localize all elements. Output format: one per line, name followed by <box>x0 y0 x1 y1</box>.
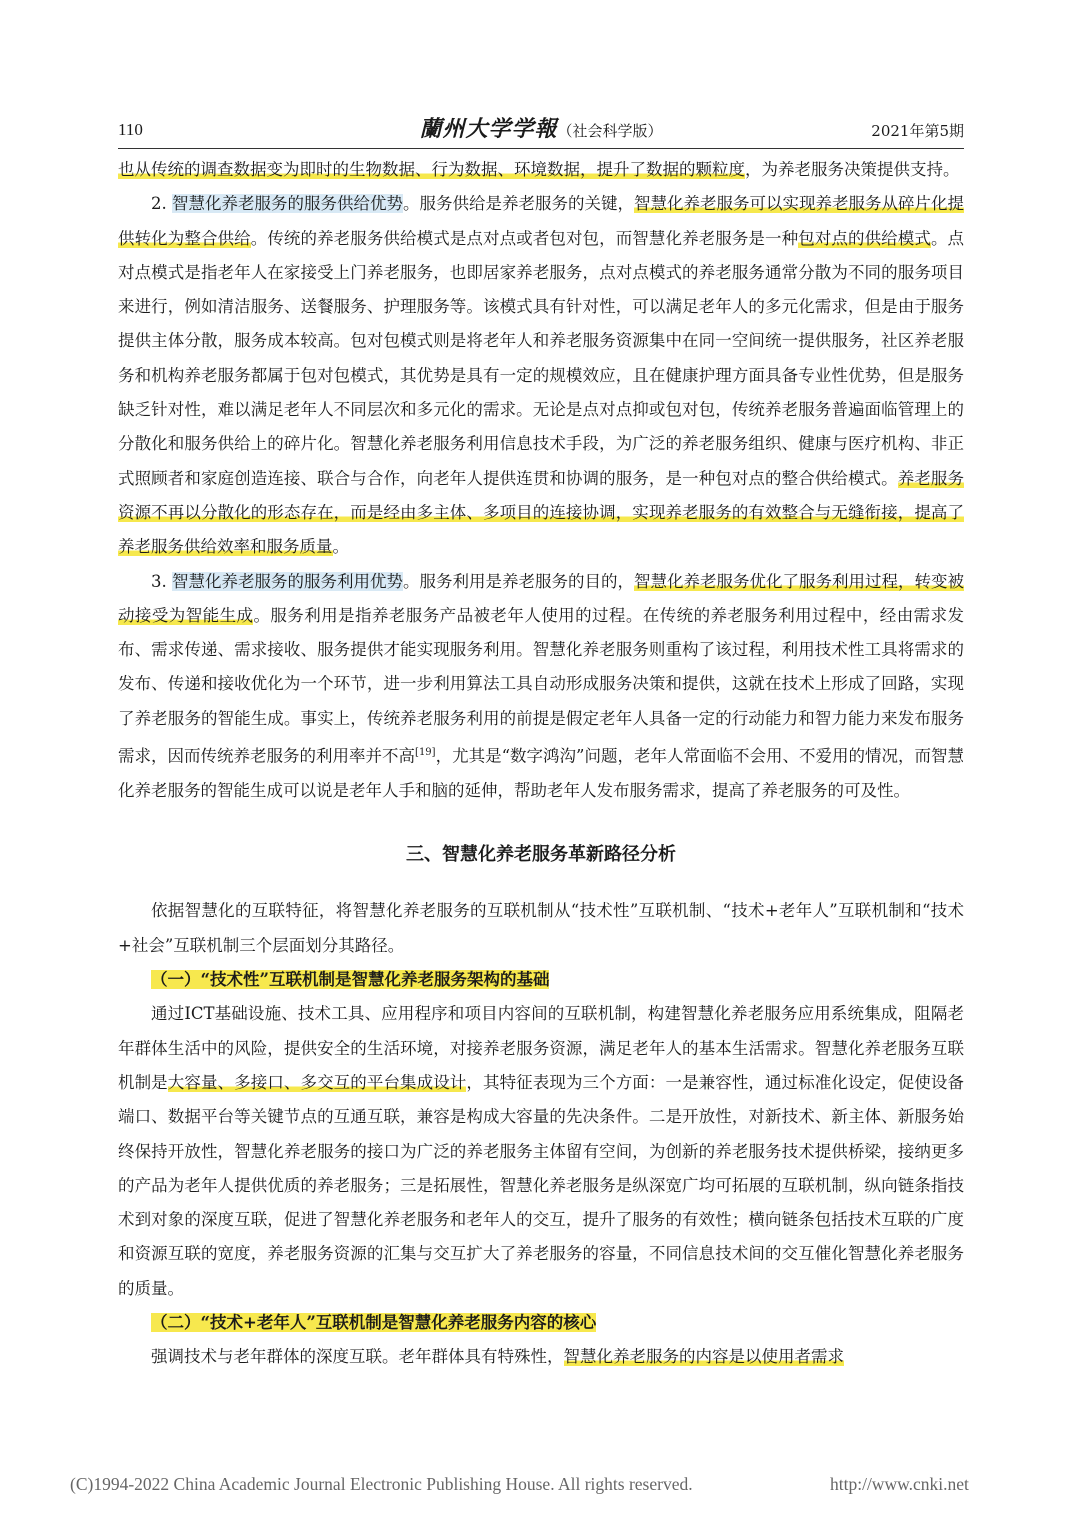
paragraph-2 <box>118 187 964 564</box>
citation-ref: [19] <box>415 747 436 759</box>
issue-label: 2021年第5期 <box>871 122 964 140</box>
text-run: 。服务利用是指养老服务产品被老年人使用的过程。在传统的养老服务利用过程中，经由需求发布、需求传递、需求接收、服务提供才能实现服务利用。智慧化养老服务则重构了该过程，利用技术性工具将需求的发布、传递和接收优化为一个环节，进一步利用算法工具自动形成服务决策和提供，这就在技术上形成了回路，实现了养老服务的智能生成。事实上，传统养老服务利用的前提是假定老年人具备一定的行动能力和智力能力来发布服务需求，因而传统养老服务的利用率并不高 <box>118 605 965 766</box>
text-run: ，其特征表现为三个方面：一是兼容性，通过标准化设定，促使设备端口、数据平台等关键节点的互通互联，兼容是构成大容量的先决条件。二是开放性，对新技术、新主体、新服务始终保持开放性，智慧化养老服务的接口为广泛的养老服务主体留有空间，为创新的养老服务技术提供桥梁，接纳更多的产品为老年人提供优质的养老服务；三是拓展性，智慧化养老服务是纵深宽广均可拓展的互联机制，纵向链条指技术到对象的深度互联，促进了智慧化养老服务和老年人的交互，提升了服务的有效性；横向链条包括技术互联的广度和资源互联的宽度，养老服务资源的汇集与交互扩大了养老服务的容量，不同信息技术间的交互催化智慧化养老服务的质量。 <box>118 1072 965 1298</box>
subheading-highlight: 智慧化养老服务的服务供给优势 <box>172 194 403 214</box>
subsection-heading: （一）“技术性”互联机制是智慧化养老服务架构的基础 <box>151 970 550 990</box>
highlight: 也从传统的调查数据变为即时的生物数据、行为数据、环境数据，提升了数据的颗粒度 <box>118 160 745 179</box>
highlight: 智慧化养老服务的内容是以使用者需求 <box>563 1347 844 1367</box>
text-run: ，为养老服务决策提供支持。 <box>745 160 960 179</box>
text-run: 通过ICT基础设施、技术工具、应用程序和项目内容间的互联机制，构建智慧化养老服务应用系统集成，阻隔老年群体生活中的风险，提供安全的生活环境，对接养老服务资源，满足老年人的基本生活需求。智慧化养老服务互联机制是 <box>118 1004 964 1092</box>
footer-url: http://www.cnki.net <box>830 1474 969 1494</box>
item-number: 2. <box>151 194 172 214</box>
paragraph-4 <box>118 997 964 1306</box>
text-run: 。服务利用是养老服务的目的， <box>403 571 634 591</box>
intro-paragraph: 依据智慧化的互联特征，将智慧化养老服务的互联机制从“技术性”互联机制、“技术+老年人”互联机制和“技术+社会”互联机制三个层面划分其路径。 <box>118 901 964 955</box>
journal-edition: （社会科学版） <box>557 122 663 140</box>
paragraph-1 <box>118 153 964 187</box>
copyright-notice: (C)1994-2022 China Academic Journal Electronic Publishing House. All rights reserved. <box>70 1474 693 1494</box>
journal-name: 蘭州大学学報 <box>419 116 558 142</box>
text-run: 。点对点模式是指老年人在家接受上门养老服务，也即居家养老服务，点对点模式的养老服务通常分散为不同的服务项目来进行，例如清洁服务、送餐服务、护理服务等。该模式具有针对性，可以满足老年人的多元化需求，但是由于服务提供主体分散，服务成本较高。包对包模式则是将老年人和养老服务资源集中在同一空间统一提供服务，社区养老服务和机构养老服务都属于包对包模式，其优势是具有一定的规模效应，且在健康护理方面具备专业性优势，但是服务缺乏针对性，难以满足老年人不同层次和多元化的需求。无论是点对点抑或包对包，传统养老服务普遍面临管理上的分散化和服务供给上的碎片化。智慧化养老服务利用信息技术手段，为广泛的养老服务组织、健康与医疗机构、非正式照顾者和家庭创造连接、联合与合作，向老年人提供连贯和协调的服务，是一种包对点的整合供给模式。 <box>118 228 965 488</box>
item-number: 3. <box>151 571 172 591</box>
highlight: 大容量、多接口、多交互的平台集成设计 <box>167 1072 467 1092</box>
section-title: 三、智慧化养老服务革新路径分析 <box>406 844 676 866</box>
page-number: 110 <box>118 120 143 139</box>
article-body <box>118 153 964 1375</box>
highlight: 智慧化养老服务可以实现养老服务从碎片化提供转化为整合供给 <box>118 194 964 248</box>
paragraph-5 <box>118 1340 964 1374</box>
subsection-1-title <box>118 963 964 997</box>
text-run: 。传统的养老服务供给模式是点对点或者包对包，而智慧化养老服务是一种 <box>250 228 799 248</box>
highlight: 养老服务资源不再以分散化的形态存在，而是经由多主体、多项目的连接协调，实现养老服务的有效整合与无缝衔接，提高了养老服务供给效率和服务质量 <box>118 468 965 557</box>
highlight: 智慧化养老服务优化了服务利用过程，转变被动接受为智能生成 <box>118 571 964 625</box>
text-run: 。服务供给是养老服务的关键， <box>403 194 634 214</box>
subheading-highlight: 智慧化养老服务的服务利用优势 <box>172 571 403 591</box>
paragraph-3 <box>118 565 964 809</box>
journal-title <box>118 112 964 143</box>
subsection-heading: （二）“技术+老年人”互联机制是智慧化养老服务内容的核心 <box>151 1313 597 1332</box>
highlight: 包对点的供给模式 <box>798 228 931 248</box>
subsection-2-title <box>118 1306 964 1340</box>
page-header <box>118 108 964 149</box>
text-run: 强调技术与老年群体的深度互联。老年群体具有特殊性， <box>151 1347 564 1367</box>
text-run: ，尤其是“数字鸿沟”问题，老年人常面临不会用、不爱用的情况，而智慧化养老服务的智能生成可以说是老年人手和脑的延伸，帮助老年人发布服务需求，提高了养老服务的可及性。 <box>118 746 965 800</box>
text-run: 。 <box>332 537 349 557</box>
